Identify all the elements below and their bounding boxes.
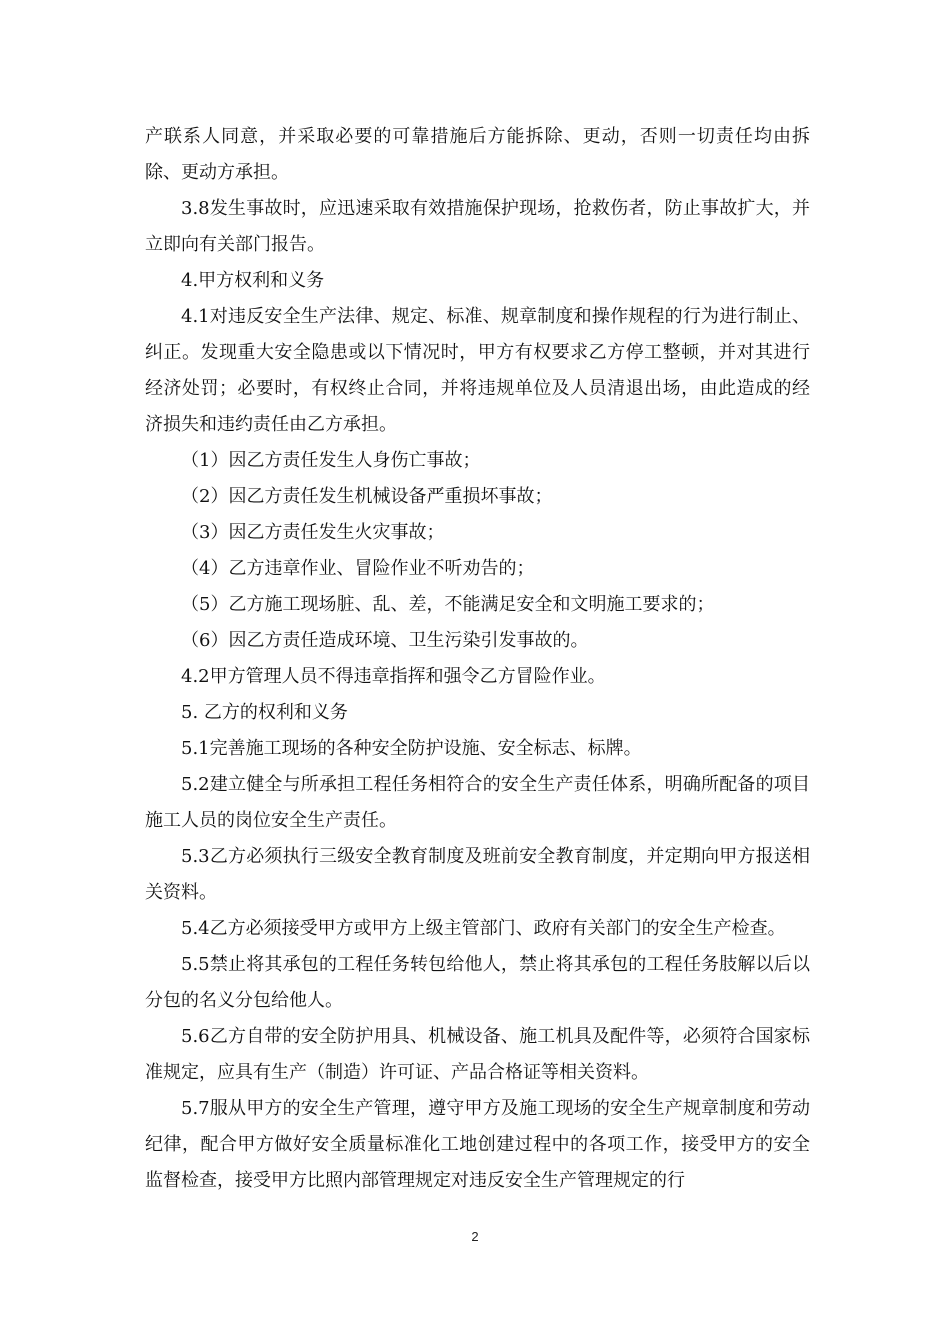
list-item: （3）因乙方责任发生火灾事故； <box>181 522 445 543</box>
paragraph: 5.5禁止将其承包的工程任务转包给他人，禁止将其承包的工程任务肢解以后以分包的名义分包给他人。 <box>145 954 810 1011</box>
paragraph: 5.6乙方自带的安全防护用具、机械设备、施工机具及配件等，必须符合国家标准规定，应具有生产（制造）许可证、产品合格证等相关资料。 <box>145 1026 810 1083</box>
paragraph: 5.3乙方必须执行三级安全教育制度及班前安全教育制度，并定期向甲方报送相关资料。 <box>145 846 810 903</box>
list-item: （4）乙方违章作业、冒险作业不听劝告的； <box>181 558 535 579</box>
list-item: （5）乙方施工现场脏、乱、差，不能满足安全和文明施工要求的； <box>181 594 715 615</box>
paragraph: 5.1完善施工现场的各种安全防护设施、安全标志、标牌。 <box>181 738 642 759</box>
page-number: 2 <box>471 1229 479 1244</box>
body-text <box>145 119 810 1199</box>
paragraph: 4.2甲方管理人员不得违章指挥和强令乙方冒险作业。 <box>181 666 606 687</box>
list-item: （1）因乙方责任发生人身伤亡事故； <box>181 450 481 471</box>
paragraph: 4.1对违反安全生产法律、规定、标准、规章制度和操作规程的行为进行制止、纠正。发现重大安全隐患或以下情况时，甲方有权要求乙方停工整顿，并对其进行经济处罚；必要时，有权终止合同，并将违规单位及人员清退出场，由此造成的经济损失和违约责任由乙方承担。 <box>145 306 810 435</box>
section-heading: 4.甲方权利和义务 <box>181 270 325 291</box>
paragraph: 5.4乙方必须接受甲方或甲方上级主管部门、政府有关部门的安全生产检查。 <box>181 918 786 939</box>
paragraph: 5.2建立健全与所承担工程任务相符合的安全生产责任体系，明确所配备的项目施工人员的岗位安全生产责任。 <box>145 774 810 831</box>
paragraph: 3.8发生事故时，应迅速采取有效措施保护现场，抢救伤者，防止事故扩大，并立即向有关部门报告。 <box>145 198 810 255</box>
section-heading: 5. 乙方的权利和义务 <box>181 702 348 723</box>
paragraph: 产联系人同意，并采取必要的可靠措施后方能拆除、更动，否则一切责任均由拆除、更动方承担。 <box>145 126 810 183</box>
list-item: （6）因乙方责任造成环境、卫生污染引发事故的。 <box>181 630 589 651</box>
list-item: （2）因乙方责任发生机械设备严重损坏事故； <box>181 486 553 507</box>
paragraph: 5.7服从甲方的安全生产管理，遵守甲方及施工现场的安全生产规章制度和劳动纪律，配合甲方做好安全质量标准化工地创建过程中的各项工作，接受甲方的安全监督检查，接受甲方比照内部管理规定对违反安全生产管理规定的行 <box>145 1098 810 1191</box>
